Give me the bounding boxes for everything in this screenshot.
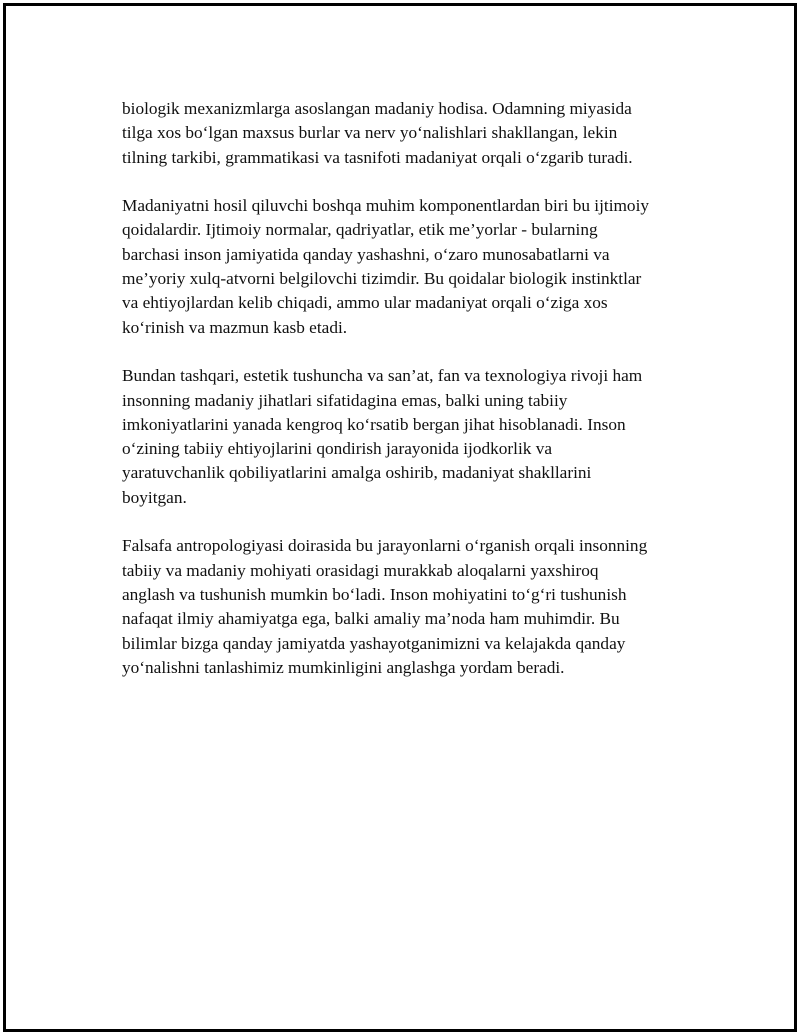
text-line: biologik mexanizmlarga asoslangan madaniy hodisa. Odamning miyasida xyxy=(122,99,632,118)
paragraph-1 xyxy=(122,97,697,170)
text-line: qoidalardir. Ijtimoiy normalar, qadriyatlar, etik me’yorlar - bularning xyxy=(122,220,598,240)
text-line: nafaqat ilmiy ahamiyatga ega, balki amaliy ma’noda ham muhimdir. Bu xyxy=(122,609,620,629)
text-line: Madaniyatni hosil qiluvchi boshqa muhim komponentlardan biri bu ijtimoiy xyxy=(122,196,650,216)
document-body xyxy=(122,97,697,704)
text-line: Falsafa antropologiyasi doirasida bu jarayonlarni o‘rganish orqali insonning xyxy=(122,536,648,556)
text-line: va ehtiyojlardan kelib chiqadi, ammo ular madaniyat orqali o‘ziga xos xyxy=(122,293,608,313)
text-line: ko‘rinish va mazmun kasb etadi. xyxy=(122,317,348,337)
text-line: bilimlar bizga qanday jamiyatda yashayotganimizni va kelajakda qanday xyxy=(122,633,626,653)
text-line: imkoniyatlarini yanada kengroq ko‘rsatib bergan jihat hisoblanadi. Inson xyxy=(122,414,626,434)
text-line: Bundan tashqari, estetik tushuncha va san’at, fan va texnologiya rivoji ham xyxy=(122,366,643,386)
text-line: tabiiy va madaniy mohiyati orasidagi murakkab aloqalarni yaxshiroq xyxy=(122,560,599,580)
text-line: boyitgan. xyxy=(122,487,187,507)
text-line: tilning tarkibi, grammatikasi va tasnifoti madaniyat orqali o‘zgarib turadi. xyxy=(122,147,633,167)
paragraph-3 xyxy=(122,364,697,510)
text-line: anglash va tushunish mumkin bo‘ladi. Inson mohiyatini to‘g‘ri tushunish xyxy=(122,584,627,604)
text-line: o‘zining tabiiy ehtiyojlarini qondirish jarayonida ijodkorlik va xyxy=(122,439,553,459)
paragraph-2 xyxy=(122,194,697,340)
text-line: insonning madaniy jihatlari sifatidagina emas, balki uning tabiiy xyxy=(122,390,568,410)
text-line: yo‘nalishni tanlashimiz mumkinligini anglashga yordam beradi. xyxy=(122,657,565,677)
text-line: yaratuvchanlik qobiliyatlarini amalga oshirib, madaniyat shakllarini xyxy=(122,463,592,483)
text-line: barchasi inson jamiyatida qanday yashashni, o‘zaro munosabatlarni va xyxy=(122,244,610,264)
text-line: me’yoriy xulq-atvorni belgilovchi tizimdir. Bu qoidalar biologik instinktlar xyxy=(122,269,642,289)
document-page xyxy=(3,3,797,1032)
paragraph-4 xyxy=(122,534,697,680)
text-line: tilga xos bo‘lgan maxsus burlar va nerv yo‘nalishlari shakllangan, lekin xyxy=(122,123,618,143)
